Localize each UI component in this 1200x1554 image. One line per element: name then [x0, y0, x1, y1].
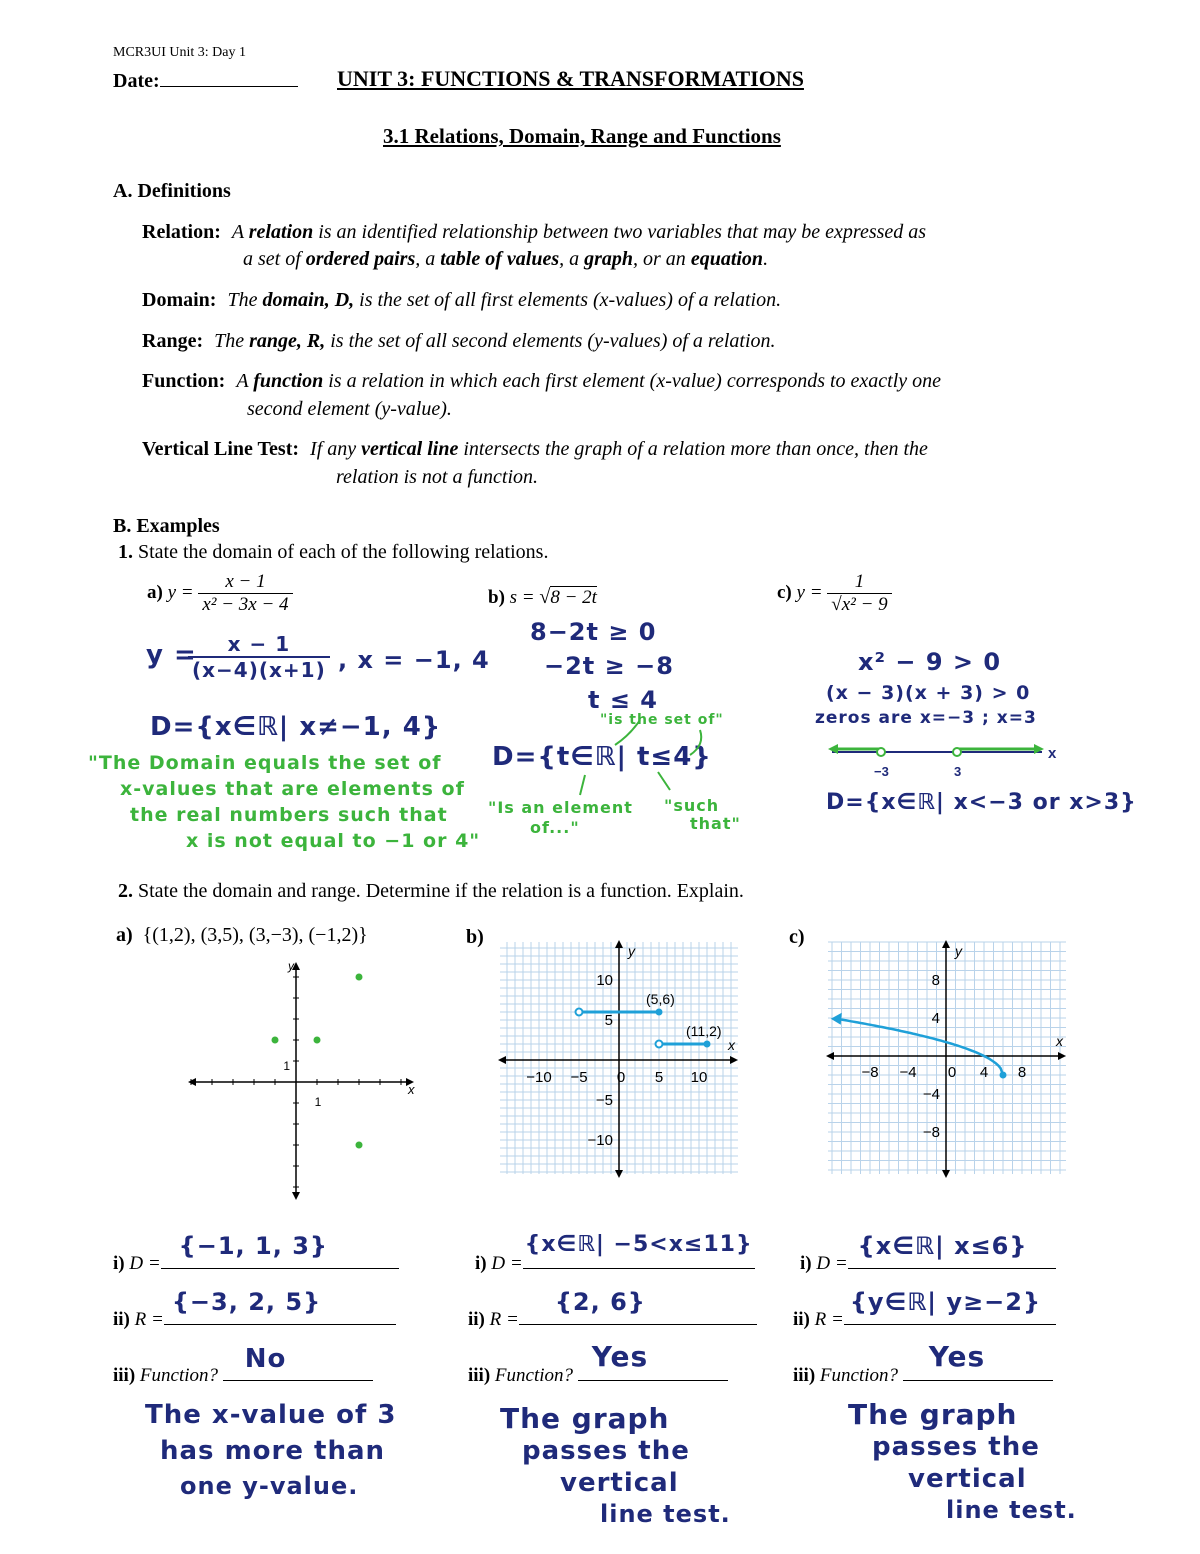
q2a-x-tick-1: 1 [314, 1095, 322, 1109]
q2b-function-row: iii) Function? Yes [468, 1362, 728, 1387]
q2c-explain-2: passes the [872, 1432, 1040, 1462]
q2a-graph [186, 958, 420, 1204]
q2b-y-tick-label: −10 [587, 1132, 613, 1149]
q2c-explain-3: vertical [908, 1464, 1027, 1494]
number-line-x-label: x [1048, 745, 1057, 762]
domain-definition: Domain: The domain, D, is the set of all first elements (x-values) of a relation. [142, 289, 782, 311]
relation-term: Relation: [142, 221, 221, 243]
q2c-explain-1: The graph [848, 1398, 1018, 1431]
q1a-equation: a) y = $\frac{x - 1}{\text{x² − 3x − 4}}$ [147, 571, 293, 616]
q1b-note-element-1: "Is an element [488, 798, 633, 817]
q2b-explain-2: passes the [522, 1436, 690, 1466]
q2c-explain-4: line test. [946, 1496, 1077, 1524]
q2c-function-row: iii) Function? Yes [793, 1362, 1053, 1387]
q1a-note-3: the real numbers such that [130, 804, 448, 826]
q1b-hand-step1: 8−2t ≥ 0 [530, 618, 657, 646]
q2c-x-tick-label: 4 [979, 1064, 989, 1081]
range-definition: Range: The range, R, is the set of all second elements (y-values) of a relation. [142, 330, 776, 352]
q1a-note-2: x-values that are elements of [120, 778, 465, 800]
q2c-label: c) [789, 926, 805, 948]
q1b-hand-step2: −2t ≥ −8 [544, 652, 674, 680]
relation-definition [142, 218, 926, 246]
lesson-title: 3.1 Relations, Domain, Range and Functions [383, 124, 781, 148]
q2c-domain-answer: {x∈ℝ| x≤6} [857, 1232, 1028, 1260]
q2b-explain-1: The graph [500, 1402, 670, 1435]
q1a-note-1: "The Domain equals the set of [88, 752, 442, 774]
q2b-closed-point-1 [656, 1009, 663, 1016]
q2b-y-label: y [628, 943, 635, 959]
q2b-domain-row: i) D = {x∈ℝ| −5<x≤11} [475, 1250, 755, 1275]
q2b-y-tick-label: 5 [604, 1012, 613, 1029]
q1a-hand-lhs: y = [146, 640, 197, 670]
q2b-x-label: x [728, 1037, 735, 1053]
q2c-y-tick-label: 8 [931, 972, 940, 989]
q1c-hand-step2: (x − 3)(x + 3) > 0 [826, 682, 1031, 704]
q2b-open-point-2 [656, 1041, 663, 1048]
q1c-hand-domain: D={x∈ℝ| x<−3 or x>3} [826, 790, 1137, 815]
relation-text: A relation is an identified relationship between two variables that may be expressed as [231, 221, 927, 243]
q2c-y-tick-label: −4 [922, 1086, 940, 1103]
q2c-x-tick-label: −8 [861, 1064, 879, 1081]
q1a-note-4: x is not equal to −1 or 4" [186, 830, 481, 852]
q1a-hand-restrictions: , x = −1, 4 [338, 646, 490, 674]
q2c-range-answer: {y∈ℝ| y≥−2} [849, 1288, 1042, 1316]
q1b-equation: b) s = √8 − 2t [488, 586, 597, 608]
q1c-hand-step3: zeros are x=−3 ; x=3 [815, 708, 1037, 728]
q2b-x-tick-label: −10 [526, 1069, 552, 1086]
q2c-y-tick-label: −8 [922, 1124, 940, 1141]
date-label: Date: [113, 70, 160, 92]
q2b-y-tick-label: 10 [596, 972, 613, 989]
q2a-domain-answer: {−1, 1, 3} [178, 1232, 328, 1260]
q2c-y-tick-label: 4 [931, 1010, 940, 1027]
q2a-data-point [356, 1142, 363, 1149]
q2b-graph [498, 940, 742, 1180]
q2b-point-label-1: (5,6) [646, 991, 675, 1007]
q1c-hand-step1: x² − 9 > 0 [858, 648, 1002, 676]
q2b-range-row: ii) R = {2, 6} [468, 1306, 757, 1331]
q1b-note-such-1: "such [664, 796, 720, 815]
q2a-function-row: iii) Function? No [113, 1362, 373, 1387]
q1b-note-set: "is the set of" [600, 712, 724, 728]
q2b-x-tick-label: −5 [570, 1069, 588, 1086]
q2a-range-answer: {−3, 2, 5} [171, 1288, 322, 1316]
vertical-line-test-definition: Vertical Line Test: If any vertical line intersects the graph of a relation more than once, then the [142, 438, 928, 460]
q2b-x-tick-label: 5 [654, 1069, 664, 1086]
q1b-hand-domain: D={t∈ℝ| t≤4} [492, 742, 712, 772]
question-2: 2. State the domain and range. Determine if the relation is a function. Explain. [118, 880, 744, 902]
q2c-x-tick-label: −4 [899, 1064, 917, 1081]
q2c-y-label: y [955, 943, 962, 959]
q1b-note-such-2: that" [690, 814, 741, 833]
q2c-function-answer: Yes [928, 1340, 986, 1373]
q1c-number-line [826, 738, 1066, 782]
q2c-domain-row: i) D = {x∈ℝ| x≤6} [800, 1250, 1056, 1275]
q2b-domain-answer: {x∈ℝ| −5<x≤11} [524, 1232, 753, 1257]
number-line-tick-3: 3 [954, 764, 962, 779]
number-line-tick-neg3: −3 [874, 764, 889, 779]
course-code: MCR3UI Unit 3: Day 1 [113, 45, 246, 60]
q2c-range-row: ii) R = {y∈ℝ| y≥−2} [793, 1306, 1056, 1331]
q2a-set: a) {(1,2), (3,5), (3,−3), (−1,2)} [116, 924, 368, 946]
q2a-data-point [272, 1037, 279, 1044]
q2a-explain-2: has more than [160, 1436, 386, 1466]
function-text-line2: second element (y-value). [247, 398, 452, 420]
q2a-y-label: y [288, 959, 294, 973]
q2a-x-label: x [408, 1082, 415, 1097]
q2b-x-tick-label: 0 [616, 1069, 626, 1086]
q2a-y-tick-1: 1 [283, 1059, 290, 1073]
q1b-note-arrows [540, 700, 740, 810]
question-1: 1. State the domain of each of the following relations. [118, 541, 549, 563]
q2b-open-point-1 [576, 1009, 583, 1016]
q2a-range-row: ii) R = {−3, 2, 5} [113, 1306, 396, 1331]
q2b-y-tick-label: −5 [595, 1092, 613, 1109]
q2b-point-label-2: (11,2) [686, 1023, 722, 1039]
q2c-graph [826, 940, 1070, 1180]
q2b-x-tick-label: 10 [690, 1069, 708, 1086]
q2a-explain-3: one y-value. [180, 1472, 359, 1500]
q1c-equation: c) y = $\frac{1}{\text{√x² − 9}}$ [777, 571, 892, 616]
date-field [113, 68, 298, 93]
q2b-label: b) [466, 926, 484, 948]
relation-text-line2: a set of ordered pairs, a table of values, a graph, or an equation. [243, 248, 769, 270]
q2c-x-tick-label: 8 [1017, 1064, 1027, 1081]
section-a-heading: A. Definitions [113, 180, 231, 202]
q1b-note-element-2: of..." [530, 818, 580, 837]
q2c-end-point [1000, 1072, 1007, 1079]
q2b-function-answer: Yes [591, 1340, 649, 1373]
q2b-explain-4: line test. [600, 1500, 731, 1528]
q2a-data-point [314, 1037, 321, 1044]
q2b-range-answer: {2, 6} [554, 1288, 646, 1316]
q1a-hand-domain: D={x∈ℝ| x≠−1, 4} [150, 712, 442, 742]
q2c-x-tick-label: 0 [947, 1064, 957, 1081]
section-b-heading: B. Examples [113, 515, 220, 537]
q2b-closed-point-2 [704, 1041, 711, 1048]
function-definition: Function: A function is a relation in which each first element (x-value) corresponds to exactly one [142, 370, 942, 392]
q2b-explain-3: vertical [560, 1468, 679, 1498]
vlt-text-line2: relation is not a function. [336, 466, 539, 488]
q2a-domain-row: i) D = {−1, 1, 3} [113, 1250, 399, 1275]
q2a-explain-1: The x-value of 3 [145, 1400, 397, 1430]
q1b-hand-step3: t ≤ 4 [588, 686, 658, 714]
q2a-data-point [356, 974, 363, 981]
q2c-x-label: x [1056, 1033, 1063, 1049]
q1a-hand-factored: $\frac{x - 1}{(x-4)(x+1)}$ [188, 632, 330, 682]
q2a-function-answer: No [244, 1344, 287, 1374]
unit-title: UNIT 3: FUNCTIONS & TRANSFORMATIONS [337, 66, 804, 91]
